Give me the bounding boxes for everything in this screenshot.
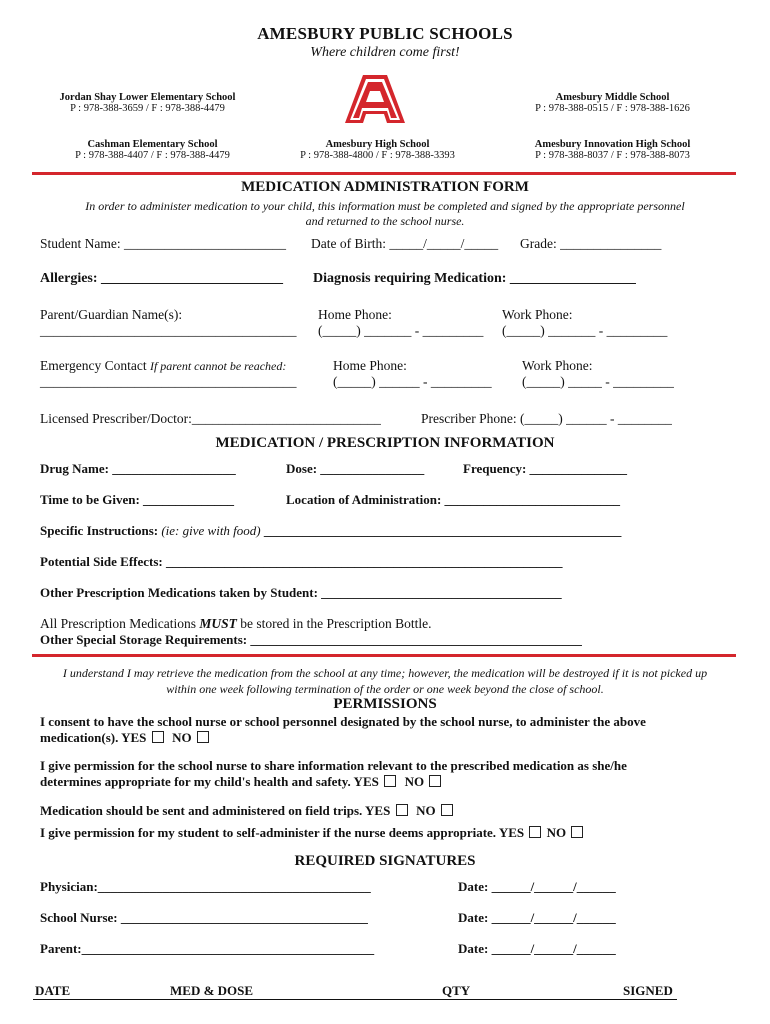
- school-name: Cashman Elementary School: [87, 139, 218, 150]
- log-col-signed: SIGNED: [623, 983, 673, 998]
- permission-4-yes-label: I give permission for my student to self-administer if the nurse deems appropriate. YES: [40, 825, 525, 840]
- school-phone: P : 978-388-0515 / F : 978-388-1626: [535, 103, 690, 114]
- emergency-contact-label: [40, 358, 286, 374]
- form-title: MEDICATION ADMINISTRATION FORM: [241, 179, 529, 195]
- medication-divider: [32, 654, 736, 657]
- school-name: Amesbury Middle School: [555, 92, 670, 103]
- school-phone: P : 978-388-3659 / F : 978-388-4479: [70, 103, 225, 114]
- other-medications-field[interactable]: Other Prescription Medications taken by Student: _____________________________________: [40, 585, 562, 600]
- parent-home-phone-label: Home Phone:: [318, 307, 392, 322]
- permission-2-no-label: NO: [404, 774, 425, 789]
- storage-must: MUST: [199, 616, 237, 631]
- storage-post: be stored in the Prescription Bottle.: [236, 616, 432, 631]
- school-innovation: [505, 139, 720, 161]
- permission-4-yes-checkbox[interactable]: [529, 826, 541, 838]
- header-divider: [32, 172, 736, 175]
- emergency-home-phone-label: Home Phone:: [333, 358, 407, 373]
- school-phone: P : 978-388-4407 / F : 978-388-4479: [75, 150, 230, 161]
- specific-instructions-label: Specific Instructions:: [40, 523, 159, 538]
- permission-1-text: I consent to have the school nurse or school personnel designated by the school nurse, to administer the above: [40, 714, 646, 729]
- permission-1-options: [40, 730, 646, 746]
- allergies-field[interactable]: Allergies: __________________________: [40, 271, 284, 286]
- retrieve-note-1: I understand I may retrieve the medication from the school at any time; however, the medication will be destroyed if it is not picked up: [62, 666, 708, 680]
- permission-2-yes-label: determines appropriate for my child's health and safety. YES: [40, 774, 379, 789]
- emergency-label-text: Emergency Contact: [40, 358, 147, 373]
- permission-4-no-label: NO: [546, 825, 567, 840]
- district-title: AMESBURY PUBLIC SCHOOLS: [257, 24, 513, 43]
- permission-3-no-checkbox[interactable]: [441, 804, 453, 816]
- intro-line-1: In order to administer medication to your child, this information must be completed and signed by the appropriate personnel: [85, 199, 685, 213]
- diagnosis-field[interactable]: Diagnosis requiring Medication: __________________: [313, 271, 636, 286]
- drug-name-field[interactable]: Drug Name: ___________________: [40, 461, 236, 476]
- dose-field[interactable]: Dose: ________________: [286, 461, 425, 476]
- log-col-qty: QTY: [442, 983, 471, 998]
- log-col-med-dose: MED & DOSE: [170, 983, 254, 998]
- school-name: Amesbury High School: [325, 139, 430, 150]
- permission-1-no-label: NO: [172, 730, 192, 745]
- location-field[interactable]: Location of Administration: ___________________________: [286, 492, 621, 507]
- grade-field[interactable]: Grade: _______________: [520, 236, 662, 251]
- permission-3-yes-checkbox[interactable]: [396, 804, 408, 816]
- permission-2: [40, 758, 627, 790]
- parent-signature-field[interactable]: Parent:_____________________________________________: [40, 941, 375, 956]
- permission-4: [40, 825, 585, 841]
- school-cashman: [45, 139, 260, 161]
- permission-1-no-checkbox[interactable]: [197, 731, 209, 743]
- district-motto: Where children come first!: [310, 45, 460, 60]
- time-given-field[interactable]: Time to be Given: ______________: [40, 492, 235, 507]
- permission-3: [40, 803, 455, 819]
- parent-name-label: Parent/Guardian Name(s):: [40, 307, 183, 322]
- date-of-birth-field[interactable]: Date of Birth: _____/_____/_____: [311, 236, 499, 251]
- log-table-header: [33, 983, 677, 1000]
- school-name: Jordan Shay Lower Elementary School: [59, 92, 236, 103]
- school-name: Amesbury Innovation High School: [534, 139, 691, 150]
- school-middle: [505, 92, 720, 114]
- log-col-date: DATE: [35, 983, 71, 998]
- permission-3-no-label: NO: [416, 803, 436, 818]
- specific-instructions-hint: (ie: give with food): [161, 523, 261, 538]
- permission-2-text: I give permission for the school nurse to share information relevant to the prescribed medication as she/he: [40, 758, 627, 773]
- emergency-note: If parent cannot be reached:: [149, 359, 287, 373]
- permission-1: [40, 714, 646, 746]
- prescriber-phone-field[interactable]: Prescriber Phone: (_____) ______ - ________: [421, 411, 672, 426]
- intro-line-2: and returned to the school nurse.: [305, 214, 465, 228]
- emergency-work-phone-label: Work Phone:: [522, 358, 593, 373]
- frequency-field[interactable]: Frequency: _______________: [463, 461, 628, 476]
- permission-1-yes-label: medication(s). YES: [40, 730, 147, 745]
- parent-name-field[interactable]: ______________________________________: [40, 323, 297, 338]
- school-phone: P : 978-388-8037 / F : 978-388-8073: [535, 150, 690, 161]
- emergency-work-phone-field[interactable]: (_____) _____ - _________: [522, 374, 674, 389]
- side-effects-field[interactable]: Potential Side Effects: _____________________________________________________________: [40, 554, 563, 569]
- logo-letter: A: [343, 73, 344, 74]
- student-name-field[interactable]: Student Name: ________________________: [40, 236, 286, 251]
- school-jordan-shay: [40, 92, 255, 114]
- nurse-date-field[interactable]: Date: ______/______/______: [458, 910, 616, 925]
- school-phone: P : 978-388-4800 / F : 978-388-3393: [300, 150, 455, 161]
- nurse-signature-field[interactable]: School Nurse: ______________________________________: [40, 910, 368, 925]
- school-high: [270, 139, 485, 161]
- specific-instructions-field[interactable]: [40, 523, 621, 539]
- permission-1-yes-checkbox[interactable]: [152, 731, 164, 743]
- permission-4-no-checkbox[interactable]: [571, 826, 583, 838]
- parent-home-phone-field[interactable]: (_____) _______ - _________: [318, 323, 484, 338]
- retrieve-note-2: within one week following termination of the order or one week beyond the close of school.: [166, 682, 604, 696]
- storage-pre: All Prescription Medications: [40, 616, 200, 631]
- other-storage-field[interactable]: Other Special Storage Requirements: ___________________________________________________: [40, 632, 582, 647]
- amesbury-a-logo: [343, 73, 407, 125]
- permission-2-yes-checkbox[interactable]: [384, 775, 396, 787]
- parent-work-phone-field[interactable]: (_____) _______ - _________: [502, 323, 668, 338]
- emergency-contact-field[interactable]: ______________________________________: [40, 374, 297, 389]
- parent-date-field[interactable]: Date: ______/______/______: [458, 941, 616, 956]
- emergency-home-phone-field[interactable]: (_____) ______ - _________: [333, 374, 492, 389]
- storage-note: [40, 616, 431, 632]
- physician-date-field[interactable]: Date: ______/______/______: [458, 879, 616, 894]
- permission-3-yes-label: Medication should be sent and administered on field trips. YES: [40, 803, 391, 818]
- physician-signature-field[interactable]: Physician:__________________________________________: [40, 879, 371, 894]
- permission-2-no-checkbox[interactable]: [429, 775, 441, 787]
- permission-2-options: [40, 774, 627, 790]
- parent-work-phone-label: Work Phone:: [502, 307, 573, 322]
- specific-instructions-line: _______________________________________________________: [263, 523, 622, 538]
- prescriber-field[interactable]: Licensed Prescriber/Doctor:____________________________: [40, 411, 381, 426]
- signatures-heading: REQUIRED SIGNATURES: [294, 853, 476, 869]
- permissions-heading: PERMISSIONS: [333, 696, 437, 712]
- medication-heading: MEDICATION / PRESCRIPTION INFORMATION: [215, 435, 555, 451]
